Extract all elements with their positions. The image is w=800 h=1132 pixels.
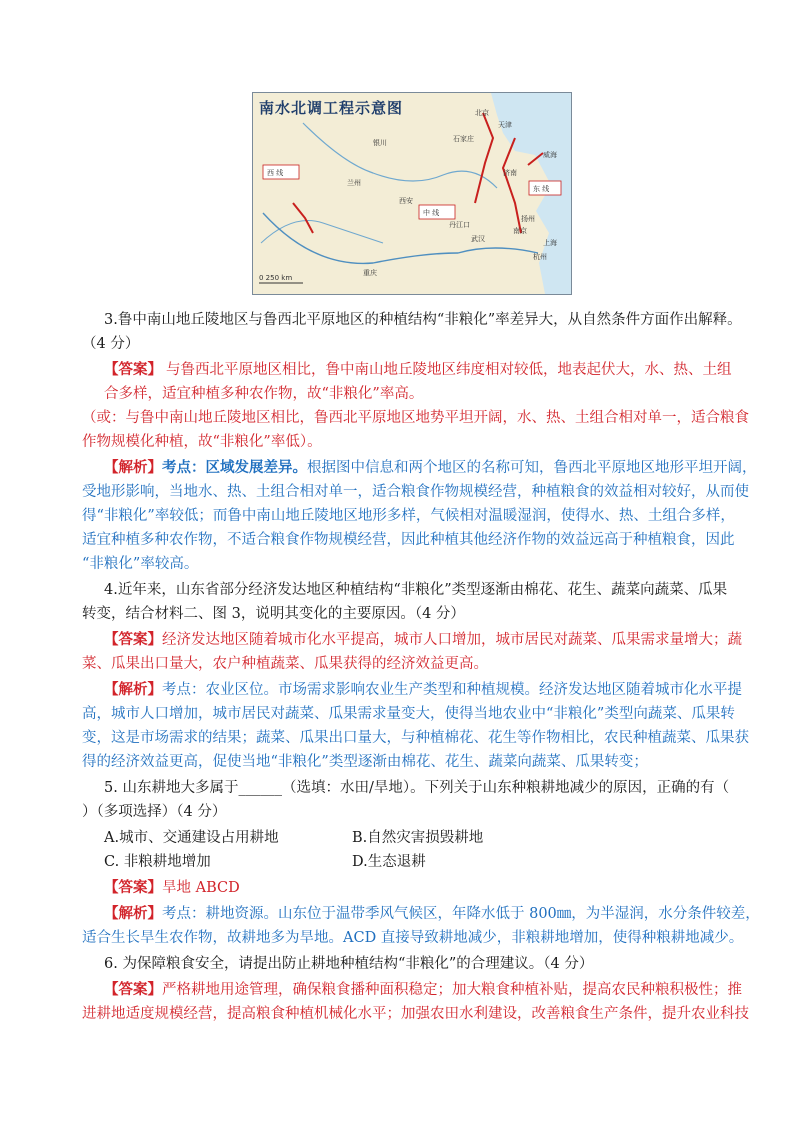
answer-tag: 【答案】 [104, 981, 162, 998]
q4-analysis-line3: 变，这是市场需求的结果；蔬菜、瓜果出口量大，与种植棉花、花生等作物相比，农民种植蔬菜、瓜果获 [82, 730, 749, 746]
analysis-tag: 【解析】 [104, 459, 162, 476]
city-jinan: 济南 [503, 169, 517, 177]
analysis-tag: 【解析】 [104, 905, 162, 922]
q4-answer-line1 [104, 630, 742, 650]
city-danjiang: 丹江口 [449, 221, 470, 229]
city-nanjing: 南京 [513, 227, 527, 235]
map-graphic [253, 93, 571, 294]
middle-route-label: 中 线 [423, 209, 440, 217]
west-route-label: 西 线 [267, 169, 284, 177]
q6-answer-line2: 进耕地适度规模经营，提高粮食种植机械化水平；加强农田水利建设，改善粮食生产条件，提升农业科技 [82, 1006, 749, 1022]
q3-answer-line4: 作物规模化种植，故“非粮化”率低）。 [82, 434, 322, 450]
q4-analysis-line4: 得的经济效益更高，促使当地“非粮化”类型逐渐由棉花、花生、蔬菜向蔬菜、瓜果转变； [82, 754, 648, 770]
q6-answer-text1: 严格耕地用途管理，确保粮食播种面积稳定；加大粮食种植补贴，提高农民种粮积极性；推 [162, 982, 742, 998]
q3-analysis-line4: 适宜种植多种农作物，不适合粮食作物规模经营，因此种植其他经济作物的效益远高于种植粮食，因此 [82, 532, 735, 548]
city-yangzhou: 扬州 [521, 215, 535, 223]
q3-question-line2: （4 分） [82, 336, 140, 352]
q3-analysis-text1: 根据图中信息和两个地区的名称可知，鲁西北平原地区地形平坦开阔， [307, 460, 757, 476]
answer-tag: 【答案】 [104, 361, 162, 378]
q3-question-line1: 3.鲁中南山地丘陵地区与鲁西北平原地区的种植结构“非粮化”率差异大，从自然条件方面作出解释。 [104, 312, 742, 328]
q3-analysis-line2: 受地形影响，当地水、热、土组合相对单一，适合粮食作物规模经营，种植粮食的效益相对较好，从而使 [82, 484, 749, 500]
q3-analysis-line1 [104, 458, 757, 478]
analysis-tag: 【解析】 [104, 681, 162, 698]
q5-option-b: B.自然灾害损毁耕地 [352, 830, 484, 846]
q5-option-d: D.生态退耕 [352, 854, 426, 870]
q4-analysis-line1 [104, 680, 742, 700]
q4-question-line2: 转变，结合材料二、图 3，说明其变化的主要原因。（4 分） [82, 606, 465, 622]
city-shijiazhuang: 石家庄 [453, 135, 474, 143]
city-hangzhou: 杭州 [533, 253, 547, 261]
q3-answer-line2: 合多样，适宜种植多种农作物，故“非粮化”率高。 [104, 386, 424, 402]
city-beijing: 北京 [475, 109, 489, 117]
q4-answer-text1: 经济发达地区随着城市化水平提高，城市人口增加，城市居民对蔬菜、瓜果需求量增大；蔬 [162, 632, 742, 648]
south-north-water-diversion-map [252, 92, 572, 295]
city-lanzhou: 兰州 [347, 179, 361, 187]
q3-answer-text1: 与鲁西北平原地区相比，鲁中南山地丘陵地区纬度相对较低，地表起伏大，水、热、土组 [166, 362, 732, 378]
q5-answer-text: 旱地 ABCD [162, 880, 240, 896]
q5-option-a: A.城市、交通建设占用耕地 [104, 830, 279, 846]
q3-answer-line1 [104, 360, 732, 380]
city-tianjin: 天津 [498, 121, 512, 129]
q5-analysis-text1: 考点：耕地资源。山东位于温带季风气候区，年降水低于 800㎜，为半湿润，水分条件较差， [162, 906, 760, 922]
city-chongqing: 重庆 [363, 269, 377, 277]
q4-question-line1: 4.近年来，山东省部分经济发达地区种植结构“非粮化”类型逐渐由棉花、花生、蔬菜向蔬菜、瓜果 [104, 582, 728, 598]
city-wuhan: 武汉 [471, 235, 485, 243]
city-shanghai: 上海 [543, 239, 557, 247]
q5-option-c: C. 非粮耕地增加 [104, 854, 211, 870]
q5-analysis-line2: 适合生长旱生农作物，故耕地多为旱地。ACD 直接导致耕地减少，非粮耕地增加，使得种粮耕地减少。 [82, 930, 744, 946]
q5-question-line1: 5. 山东耕地大多属于______（选填：水田/旱地）。下列关于山东种粮耕地减少的原因，正确的有（ [104, 780, 730, 796]
q3-analysis-line5: “非粮化”率较高。 [82, 556, 199, 572]
east-route-label: 东 线 [533, 185, 550, 193]
map-title: 南水北调工程示意图 [259, 99, 404, 117]
scale-text: 0 250 km [259, 274, 293, 282]
q5-question-line2: ）（多项选择）（4 分） [82, 804, 227, 820]
city-yinchuan: 银川 [373, 139, 387, 147]
q4-answer-line2: 菜、瓜果出口量大，农户种植蔬菜、瓜果获得的经济效益更高。 [82, 656, 488, 672]
answer-tag: 【答案】 [104, 879, 162, 896]
q4-analysis-text1: 考点：农业区位。市场需求影响农业生产类型和种植规模。经济发达地区随着城市化水平提 [162, 682, 742, 698]
city-xian: 西安 [399, 197, 413, 205]
q5-answer-line [104, 878, 240, 898]
city-weihai: 威海 [543, 151, 557, 159]
q3-analysis-line3: 得“非粮化”率较低；而鲁中南山地丘陵地区地形多样，气候相对温暖湿润，使得水、热、土组合多样， [82, 508, 735, 524]
q3-analysis-point: 考点：区域发展差异。 [162, 459, 307, 476]
answer-tag: 【答案】 [104, 631, 162, 648]
q3-answer-line3: （或：与鲁中南山地丘陵地区相比，鲁西北平原地区地势平坦开阔，水、热、土组合相对单一，适合粮食 [82, 410, 749, 426]
q6-answer-line1 [104, 980, 742, 1000]
q6-question: 6. 为保障粮食安全，请提出防止耕地种植结构“非粮化”的合理建议。（4 分） [104, 956, 594, 972]
q5-analysis-line1 [104, 904, 760, 924]
q4-analysis-line2: 高，城市人口增加，城市居民对蔬菜、瓜果需求量变大，使得当地农业中“非粮化”类型向蔬菜、瓜果转 [82, 706, 735, 722]
